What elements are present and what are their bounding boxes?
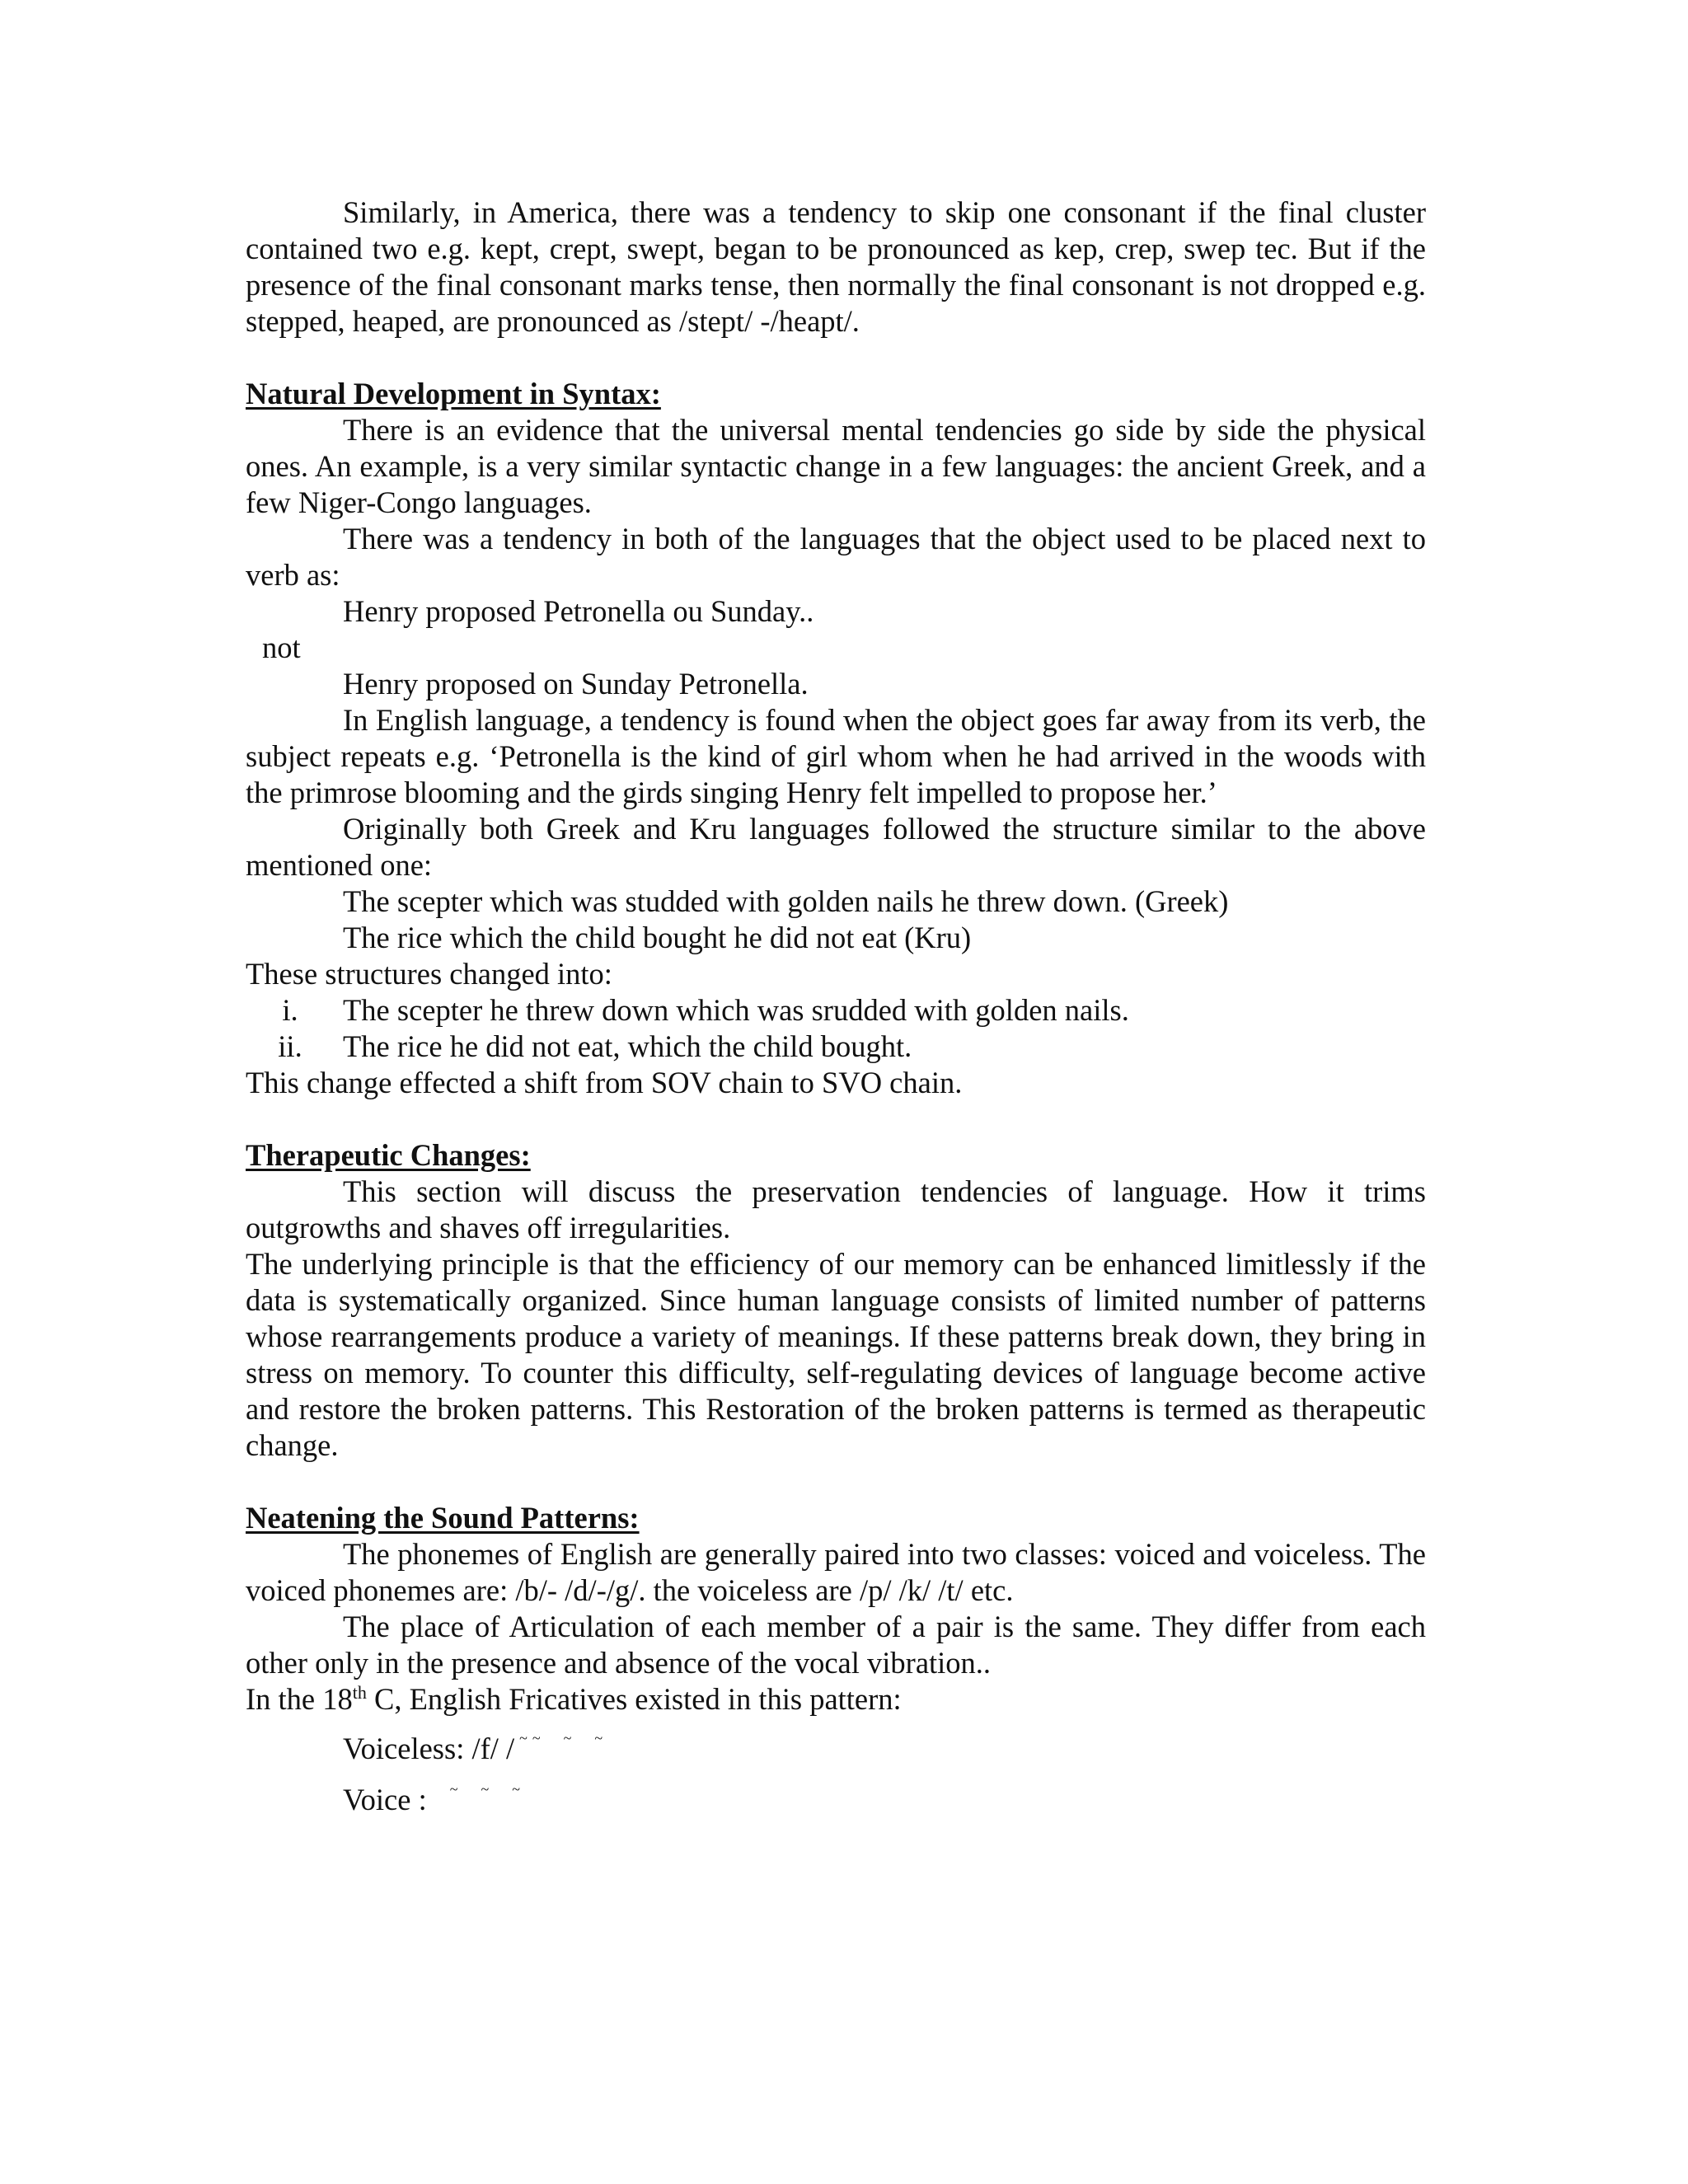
list-text: The rice he did not eat, which the child bought. — [343, 1029, 912, 1063]
list-number: i. — [282, 993, 298, 1027]
list-text: The scepter he threw down which was srudded with golden nails. — [343, 993, 1129, 1027]
list-item — [246, 992, 1426, 1029]
example-kru: The rice which the child bought he did not eat (Kru) — [343, 921, 972, 954]
word-not: not — [262, 630, 301, 664]
text-in-the-18: In the 18 — [246, 1682, 353, 1716]
voiceless-label: Voiceless: /f/ / — [343, 1732, 515, 1765]
superscript-th: th — [352, 1681, 367, 1703]
example-greek: The scepter which was studded with golden nails he threw down. (Greek) — [343, 884, 1229, 918]
heading-therapeutic-changes: Therapeutic Changes: — [246, 1138, 531, 1172]
paragraph-consonant-clusters: Similarly, in America, there was a tendency to skip one consonant if the final cluster contained two e.g. kept, crept, swept, began to be pronounced as kep, crep, swep tec. But if the presence of the final consonant marks tense, then normally the final consonant is not dropped e.g. stepped, heaped, are pronounced as /stept/ -/heapt/. — [246, 195, 1426, 338]
fricatives-voiced-row — [246, 1782, 1426, 1833]
paragraph-object-placement: There was a tendency in both of the languages that the object used to be placed next to verb as: — [246, 522, 1426, 592]
example-sentence-1: Henry proposed Petronella ou Sunday.. — [343, 594, 814, 628]
paragraph-universal-tendencies: There is an evidence that the universal mental tendencies go side by side the physical ones. An example, is a very similar syntactic change in a few languages: the ancient Greek, and a few Niger-Congo languages. — [246, 413, 1426, 519]
paragraph-english-tendency: In English language, a tendency is found when the object goes far away from its verb, the subject repeats e.g. ‘Petronella is the kind of girl whom when he had arrived in the woods with the primrose blooming and the girds singing Henry felt impelled to propose her.’ — [246, 703, 1426, 809]
list-number: ii. — [278, 1029, 302, 1063]
heading-natural-development-syntax: Natural Development in Syntax: — [246, 377, 661, 410]
fricatives-voiceless-row — [246, 1731, 1426, 1782]
heading-neatening-sound-patterns: Neatening the Sound Patterns: — [246, 1501, 640, 1535]
tilde-mark: ~ — [594, 1730, 603, 1746]
paragraph-sov-svo: This change effected a shift from SOV chain to SVO chain. — [246, 1066, 963, 1099]
document-page — [246, 194, 1426, 1833]
spacer — [246, 1101, 1426, 1137]
tilde-mark: ~ — [512, 1781, 520, 1797]
voice-label: Voice : — [343, 1783, 427, 1816]
tilde-mark: ~ — [563, 1730, 572, 1746]
paragraph-articulation: The place of Articulation of each member of a pair is the same. They differ from each other only in the presence and absence of the vocal vibration.. — [246, 1610, 1426, 1680]
paragraph-structures-changed: These structures changed into: — [246, 957, 612, 991]
paragraph-preservation: This section will discuss the preservation tendencies of language. How it trims outgrowths and shaves off irregularities. — [246, 1174, 1426, 1244]
tilde-mark: ~ — [449, 1781, 458, 1797]
tilde-mark: ~ — [532, 1730, 541, 1746]
tilde-mark: ~ — [519, 1730, 528, 1746]
paragraph-underlying-principle: The underlying principle is that the efficiency of our memory can be enhanced limitlessly if the data is systematically organized. Since human language consists of limited number of patterns whose rearrangements produce a variety of meanings. If these patterns break down, they bring in stress on memory. To counter this difficulty, self-regulating devices of language become active and restore the broken patterns. This Restoration of the broken patterns is termed as therapeutic change. — [246, 1247, 1426, 1462]
tilde-mark: ~ — [481, 1781, 490, 1797]
text-english-fricatives: C, English Fricatives existed in this pattern: — [366, 1682, 902, 1716]
example-sentence-2: Henry proposed on Sunday Petronella. — [343, 667, 809, 701]
spacer — [246, 340, 1426, 376]
list-item — [246, 1029, 1426, 1065]
paragraph-phonemes: The phonemes of English are generally paired into two classes: voiced and voiceless. The voiced phonemes are: /b/- /d/-/g/. the voiceless are /p/ /k/ /t/ etc. — [246, 1537, 1426, 1607]
spacer — [246, 1464, 1426, 1500]
paragraph-18th-century — [246, 1681, 1426, 1718]
paragraph-greek-kru: Originally both Greek and Kru languages followed the structure similar to the above mentioned one: — [246, 812, 1426, 882]
